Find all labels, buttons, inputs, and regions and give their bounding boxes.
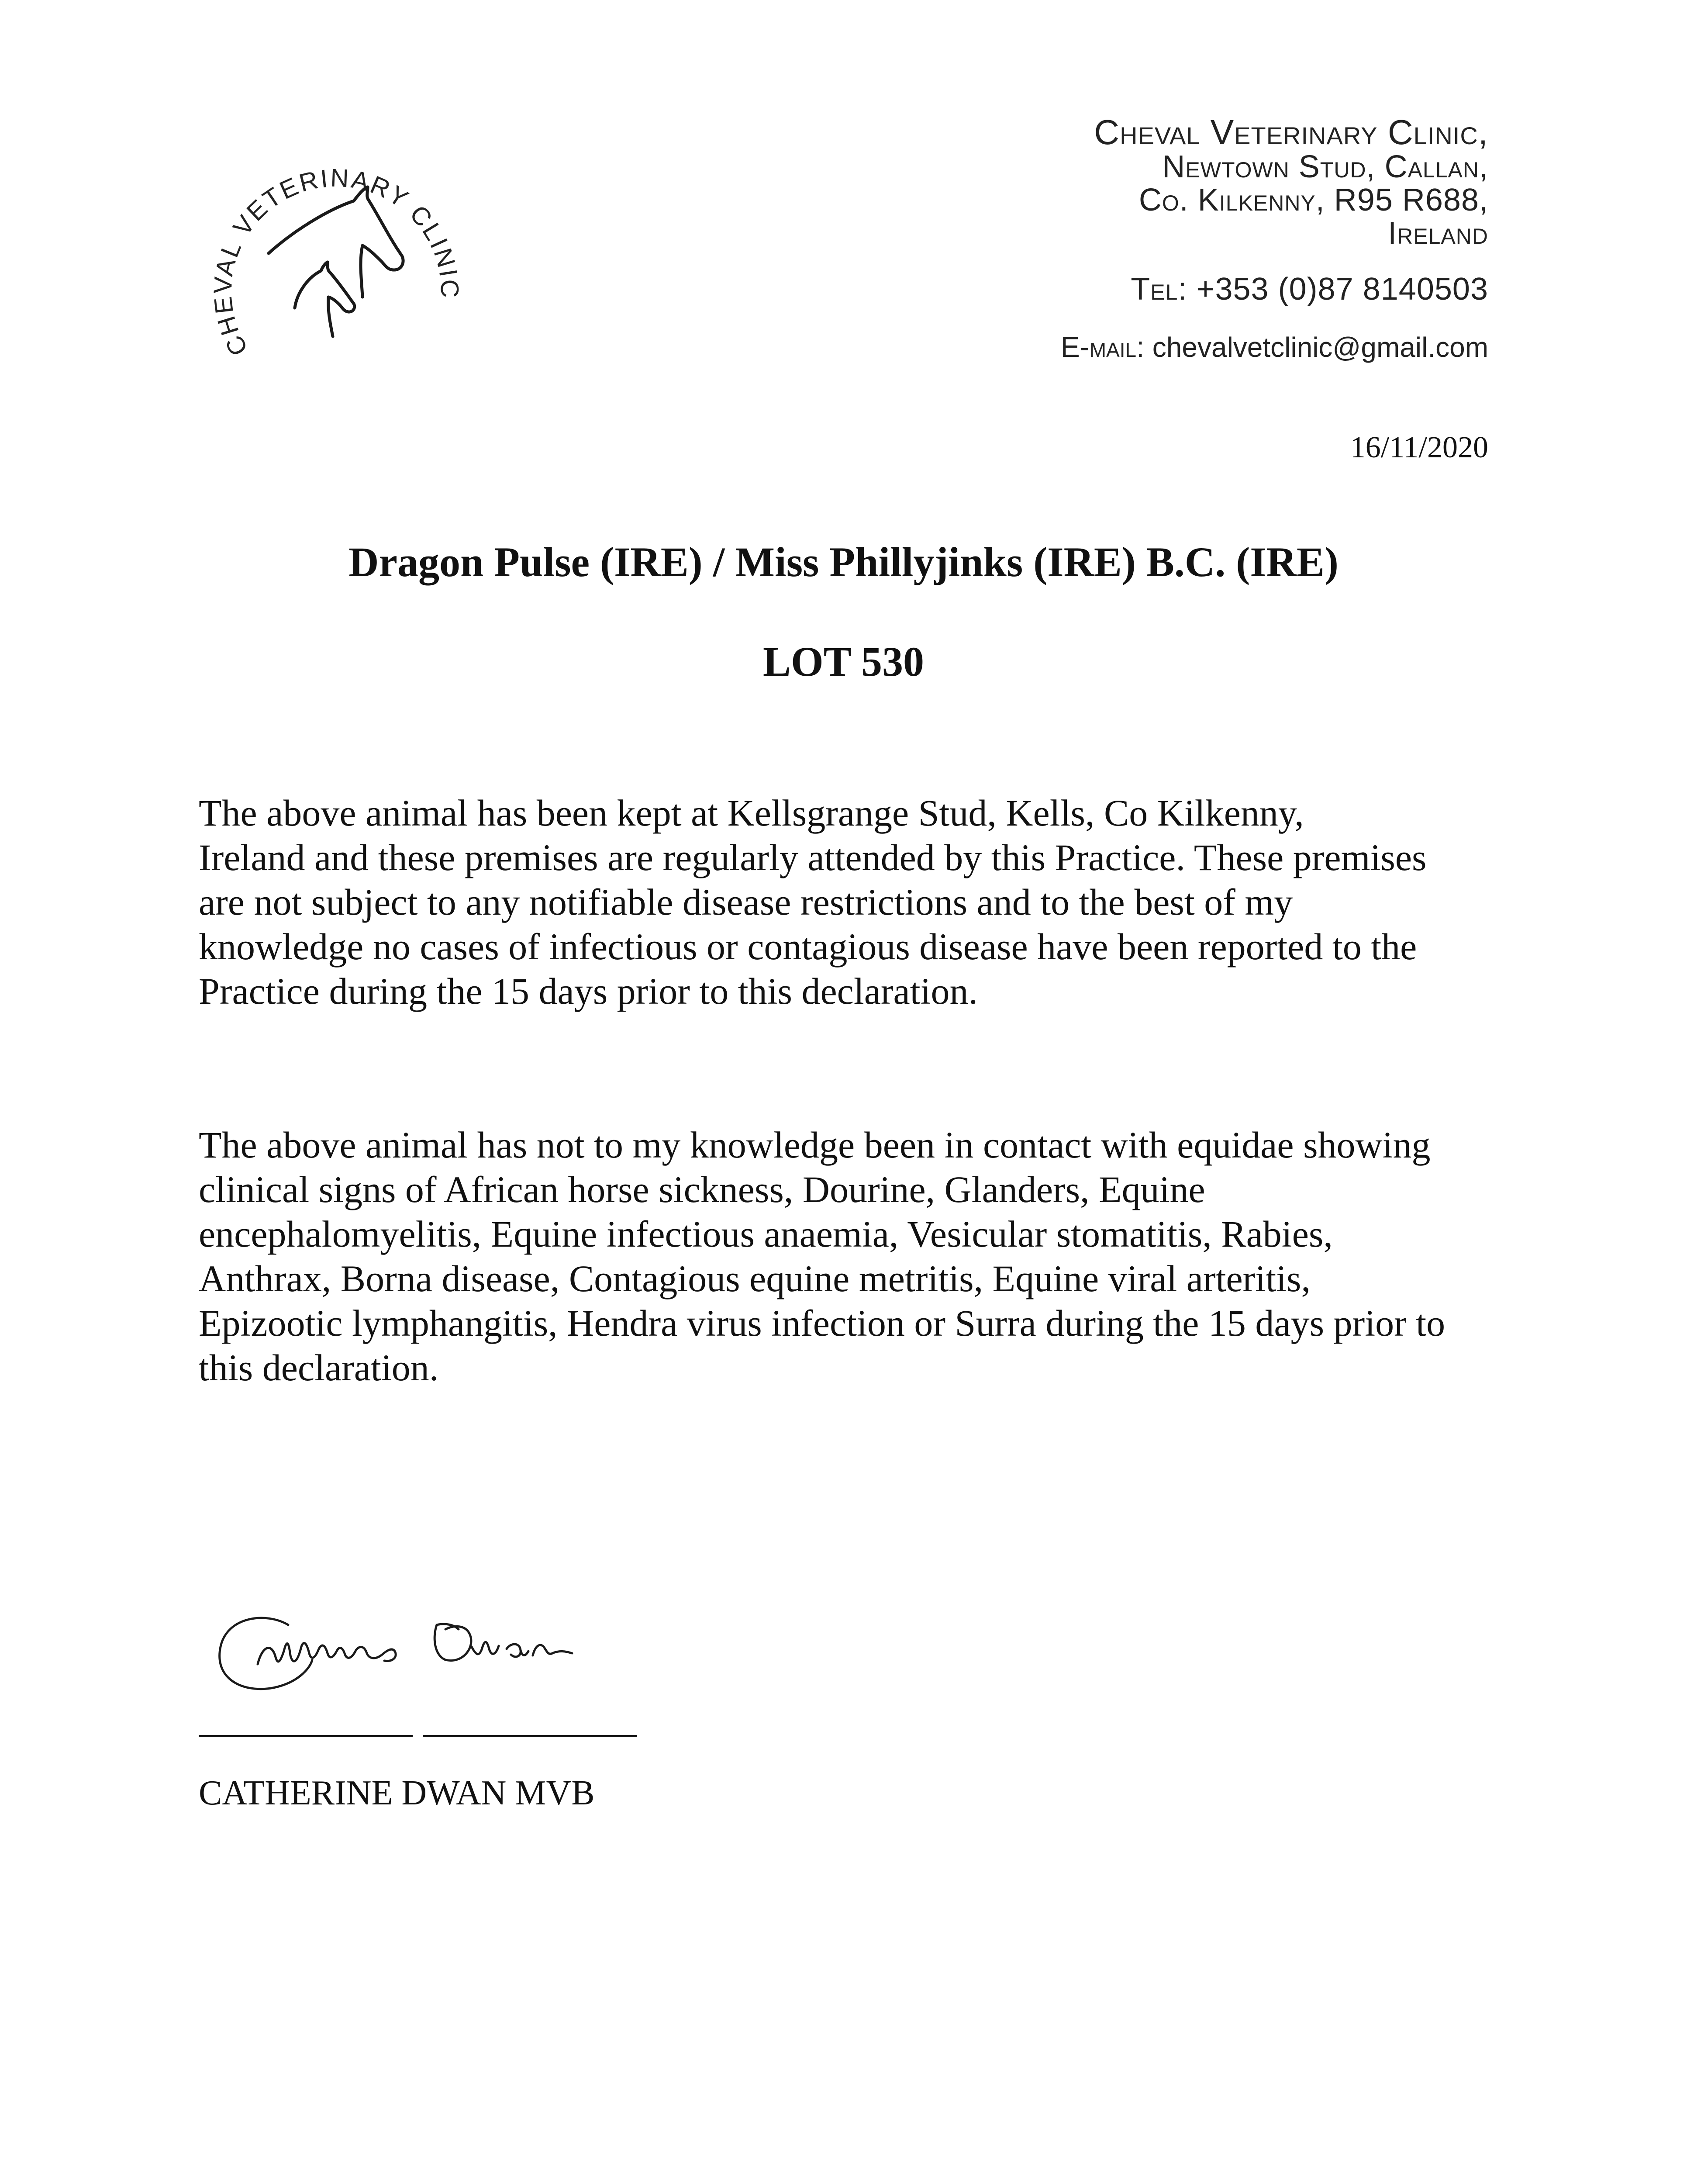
address-line-1: Newtown Stud, Callan, xyxy=(1162,149,1488,184)
email-value: chevalvetclinic@gmail.com xyxy=(1152,332,1488,363)
paragraph-line: Anthrax, Borna disease, Contagious equine metritis, Equine viral arteritis, xyxy=(199,1258,1311,1299)
email-label: E-mail: xyxy=(1060,331,1145,363)
lot-number: LOT 530 xyxy=(763,638,924,685)
tel-value: +353 (0)87 8140503 xyxy=(1196,272,1488,307)
logo-arc-text: CHEVAL VETERINARY CLINIC xyxy=(208,163,464,361)
paragraph-line: clinical signs of African horse sickness, Dourine, Glanders, Equine xyxy=(199,1168,1205,1210)
paragraph-line: Practice during the 15 days prior to this declaration. xyxy=(199,970,978,1012)
clinic-name: Cheval Veterinary Clinic, xyxy=(1094,113,1488,152)
document-date: 16/11/2020 xyxy=(1350,431,1488,464)
contact-declaration xyxy=(199,1123,1509,1390)
paragraph-line: knowledge no cases of infectious or contagious disease have been reported to the xyxy=(199,926,1417,968)
paragraph-line: Ireland and these premises are regularly attended by this Practice. These premises xyxy=(199,836,1427,878)
premises-declaration xyxy=(199,791,1509,1013)
paragraph-line: Epizootic lymphangitis, Hendra virus infection or Surra during the 15 days prior to xyxy=(199,1302,1446,1344)
signature-line xyxy=(423,1735,637,1737)
telephone xyxy=(833,272,1488,307)
paragraph-line: The above animal has been kept at Kellsgrange Stud, Kells, Co Kilkenny, xyxy=(199,792,1304,834)
address-line-2: Co. Kilkenny, R95 R688, xyxy=(1138,183,1488,218)
handwritten-signature xyxy=(210,1599,603,1704)
tel-label: Tel: xyxy=(1131,272,1187,307)
signatory-name: CATHERINE DWAN MVB xyxy=(199,1774,595,1812)
email xyxy=(833,329,1488,365)
paragraph-line: are not subject to any notifiable disease restrictions and to the best of my xyxy=(199,881,1293,923)
address-line-3: Ireland xyxy=(1388,216,1488,251)
clinic-logo xyxy=(197,131,480,376)
signature-line xyxy=(199,1735,413,1737)
horse-title: Dragon Pulse (IRE) / Miss Phillyjinks (IRE) B.C. (IRE) xyxy=(348,539,1339,585)
clinic-address-block xyxy=(833,114,1488,365)
paragraph-line: The above animal has not to my knowledge been in contact with equidae showing xyxy=(199,1124,1431,1166)
paragraph-line: encephalomyelitis, Equine infectious anaemia, Vesicular stomatitis, Rabies, xyxy=(199,1213,1333,1255)
foal-head-icon xyxy=(295,262,355,336)
paragraph-line: this declaration. xyxy=(199,1347,439,1389)
